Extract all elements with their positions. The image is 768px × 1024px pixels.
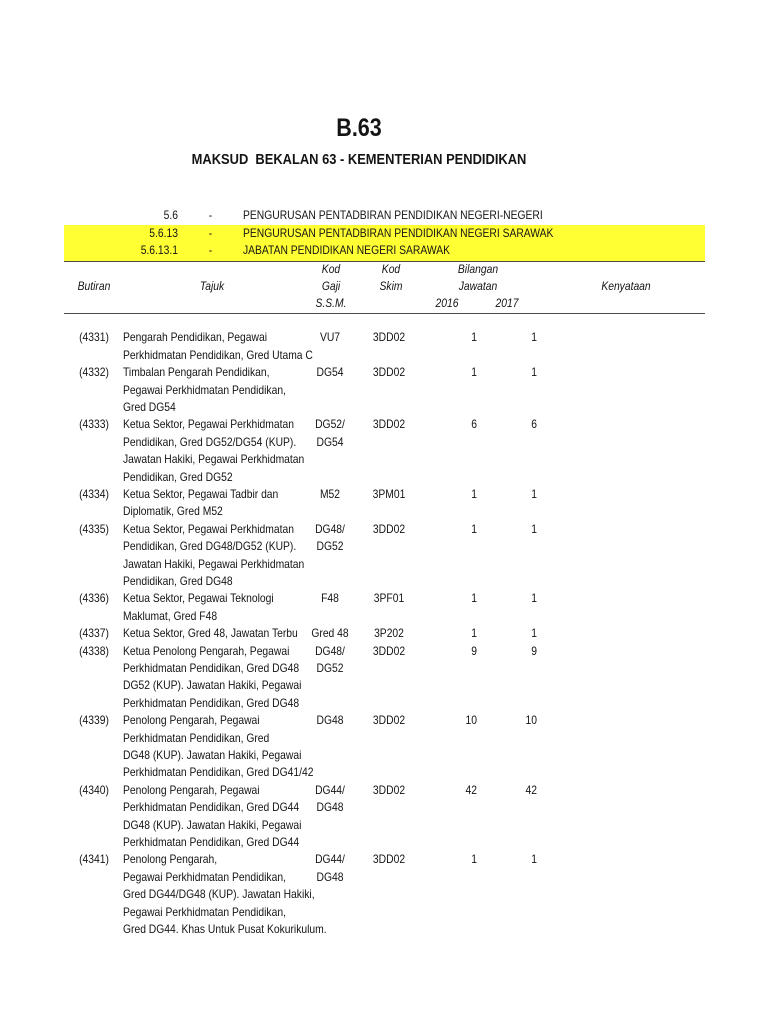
table-row (0, 625, 768, 642)
bilangan-2016-cell (417, 486, 477, 503)
bilangan-2016-value: 10 (465, 713, 477, 728)
section-dash: - (208, 208, 213, 223)
tajuk-text: Ketua Sektor, Gred 48, Jawatan Terbu (123, 626, 298, 641)
bilangan-2016-value: 1 (471, 486, 477, 501)
bilangan-2017-value: 1 (530, 365, 537, 380)
tajuk-text: DG52 (KUP). Jawatan Hakiki, Pegawai (123, 678, 302, 693)
kod-gaji-text: DG44/ (315, 782, 345, 797)
bilangan-2017-cell (477, 590, 537, 607)
header-kod-gaji-line: Kod (321, 261, 340, 276)
kod-gaji-text: DG48 (316, 869, 344, 884)
bilangan-2017-value: 9 (530, 643, 537, 658)
butiran-cell (64, 782, 124, 799)
kod-skim-text: 3DD02 (372, 417, 406, 432)
bilangan-2017-cell (477, 329, 537, 346)
tajuk-text: Penolong Pengarah, Pegawai (123, 782, 260, 797)
kod-gaji-text: DG54 (316, 365, 344, 380)
kod-gaji-text: DG52 (316, 539, 344, 554)
tajuk-text: DG48 (KUP). Jawatan Hakiki, Pegawai (123, 817, 302, 832)
tajuk-text: Pendidikan, Gred DG48 (123, 573, 233, 588)
header-kenyataan: Kenyataan (601, 278, 651, 293)
kod-gaji-text: DG48 (316, 800, 344, 815)
butiran-code: (4339) (79, 713, 109, 728)
bilangan-2017-cell (477, 782, 537, 799)
tajuk-text: Diplomatik, Gred M52 (123, 504, 223, 519)
tajuk-text: Perkhidmatan Pendidikan, Gred DG41/42 (123, 765, 314, 780)
bilangan-2016-cell (417, 712, 477, 729)
butiran-code: (4336) (79, 591, 109, 606)
butiran-code: (4331) (79, 330, 109, 345)
bilangan-2017-value: 1 (530, 591, 537, 606)
tajuk-text: Timbalan Pengarah Pendidikan, (123, 365, 270, 380)
kod-skim-text: 3DD02 (372, 365, 406, 380)
bilangan-2017-cell (477, 712, 537, 729)
table-row (0, 851, 768, 938)
table-row (0, 329, 768, 364)
bilangan-2016-value: 1 (471, 591, 477, 606)
table-row (0, 364, 768, 416)
bilangan-2017-value: 1 (530, 486, 537, 501)
table-row (0, 643, 768, 713)
kod-gaji-text: Gred 48 (311, 626, 349, 641)
tajuk-text: Perkhidmatan Pendidikan, Gred DG48 (123, 695, 300, 710)
bilangan-2016-value: 1 (471, 330, 477, 345)
bilangan-2017-value: 1 (530, 330, 537, 345)
butiran-cell (64, 486, 124, 503)
butiran-code: (4333) (79, 417, 109, 432)
bilangan-2017-cell (477, 851, 537, 868)
header-bottom-rule (64, 313, 705, 314)
butiran-cell (64, 521, 124, 538)
bilangan-2017-cell (477, 486, 537, 503)
kod-gaji-text: DG44/ (315, 852, 345, 867)
kod-gaji-text: DG52/ (315, 417, 345, 432)
tajuk-text: Pendidikan, Gred DG52 (123, 469, 233, 484)
kod-skim-text: 3PM01 (372, 486, 406, 501)
tajuk-text: Jawatan Hakiki, Pegawai Perkhidmatan (123, 556, 305, 571)
bilangan-2017-value: 10 (525, 713, 537, 728)
bilangan-2016-value: 9 (471, 643, 477, 658)
bilangan-2017-cell (477, 364, 537, 381)
tajuk-text: Ketua Sektor, Pegawai Perkhidmatan (123, 521, 294, 536)
section-title: PENGURUSAN PENTADBIRAN PENDIDIKAN NEGERI SARAWAK (243, 225, 554, 240)
bilangan-2016-cell (417, 625, 477, 642)
bilangan-2016-value: 1 (471, 626, 477, 641)
butiran-code: (4341) (79, 852, 109, 867)
butiran-cell (64, 712, 124, 729)
butiran-cell (64, 364, 124, 381)
butiran-cell (64, 590, 124, 607)
header-bilangan-jawatan-line: Jawatan (458, 278, 498, 293)
kod-skim-text: 3DD02 (372, 713, 406, 728)
section-title: JABATAN PENDIDIKAN NEGERI SARAWAK (243, 243, 451, 258)
butiran-cell (64, 851, 124, 868)
kod-gaji-text: DG48 (316, 713, 344, 728)
tajuk-text: Pendidikan, Gred DG48/DG52 (KUP). (123, 539, 297, 554)
table-row (0, 416, 768, 486)
bilangan-2016-value: 1 (471, 852, 477, 867)
kod-skim-text: 3DD02 (372, 852, 406, 867)
bilangan-2016-value: 1 (471, 521, 477, 536)
tajuk-text: Ketua Sektor, Pegawai Perkhidmatan (123, 417, 294, 432)
bilangan-2017-cell (477, 625, 537, 642)
bilangan-2017-value: 6 (530, 417, 537, 432)
tajuk-text: Gred DG54 (123, 399, 176, 414)
bilangan-2016-cell (417, 521, 477, 538)
kod-skim-text: 3DD02 (372, 643, 406, 658)
header-kod-skim-line: Skim (379, 278, 402, 293)
section-number: 5.6.13 (149, 225, 178, 240)
kod-gaji-text: DG48/ (315, 521, 345, 536)
tajuk-text: Perkhidmatan Pendidikan, Gred DG44 (123, 800, 300, 815)
kod-skim-text: 3DD02 (372, 782, 406, 797)
section-dash: - (208, 243, 213, 258)
bilangan-2016-cell (417, 643, 477, 660)
table-row (0, 782, 768, 852)
tajuk-text: Ketua Penolong Pengarah, Pegawai (123, 643, 290, 658)
butiran-cell (64, 416, 124, 433)
tajuk-text: Ketua Sektor, Pegawai Tadbir dan (123, 486, 279, 501)
header-kod-gaji-line: S.S.M. (315, 295, 346, 310)
butiran-cell (64, 643, 124, 660)
kod-gaji-text: DG54 (316, 434, 344, 449)
bilangan-2017-value: 1 (530, 626, 537, 641)
tajuk-text: Jawatan Hakiki, Pegawai Perkhidmatan (123, 452, 305, 467)
bilangan-2016-cell (417, 851, 477, 868)
header-tajuk: Tajuk (199, 278, 225, 293)
tajuk-text: Pegawai Perkhidmatan Pendidikan, (123, 382, 286, 397)
table-row (0, 712, 768, 782)
header-year-2017: 2017 (495, 295, 518, 310)
bilangan-2017-value: 1 (530, 852, 537, 867)
section-title: PENGURUSAN PENTADBIRAN PENDIDIKAN NEGERI-NEGERI (243, 208, 543, 223)
bilangan-2016-cell (417, 782, 477, 799)
kod-gaji-text: DG48/ (315, 643, 345, 658)
bilangan-2016-cell (417, 590, 477, 607)
bilangan-2016-value: 1 (471, 365, 477, 380)
tajuk-text: Perkhidmatan Pendidikan, Gred DG48 (123, 661, 300, 676)
header-bilangan-jawatan-line: Bilangan (457, 261, 499, 276)
tajuk-text: Gred DG44. Khas Untuk Pusat Kokurikulum. (123, 922, 327, 937)
bilangan-2017-cell (477, 643, 537, 660)
butiran-cell (64, 329, 124, 346)
header-year-2016: 2016 (435, 295, 459, 310)
table-row (0, 521, 768, 591)
kod-skim-text: 3DD02 (372, 521, 406, 536)
tajuk-text: Penolong Pengarah, Pegawai (123, 713, 260, 728)
butiran-code: (4340) (79, 782, 109, 797)
tajuk-text: Pegawai Perkhidmatan Pendidikan, (123, 904, 286, 919)
bilangan-2016-cell (417, 416, 477, 433)
section-number: 5.6 (163, 208, 178, 223)
tajuk-text: Gred DG44/DG48 (KUP). Jawatan Hakiki, (123, 887, 315, 902)
bilangan-2016-value: 42 (465, 782, 477, 797)
tajuk-text: Perkhidmatan Pendidikan, Gred (123, 730, 270, 745)
butiran-code: (4338) (79, 643, 109, 658)
bilangan-2017-value: 42 (525, 782, 537, 797)
document-code: B.63 (336, 113, 382, 142)
butiran-code: (4332) (79, 365, 109, 380)
bilangan-2017-cell (477, 521, 537, 538)
kod-skim-text: 3PF01 (373, 591, 405, 606)
kod-gaji-text: M52 (319, 486, 341, 501)
bilangan-2016-cell (417, 329, 477, 346)
header-kod-skim-line: Kod (381, 261, 400, 276)
bilangan-2016-value: 6 (471, 417, 477, 432)
tajuk-text: Ketua Sektor, Pegawai Teknologi (123, 591, 274, 606)
section-dash: - (208, 225, 213, 240)
document-heading: MAKSUD BEKALAN 63 - KEMENTERIAN PENDIDIKAN (191, 151, 527, 168)
section-number: 5.6.13.1 (140, 243, 178, 258)
table-row (0, 590, 768, 625)
tajuk-text: Pengarah Pendidikan, Pegawai (123, 330, 268, 345)
tajuk-text: DG48 (KUP). Jawatan Hakiki, Pegawai (123, 748, 302, 763)
tajuk-text: Pegawai Perkhidmatan Pendidikan, (123, 869, 286, 884)
kod-skim-text: 3DD02 (372, 330, 406, 345)
kod-skim-text: 3P202 (374, 626, 404, 641)
butiran-code: (4337) (79, 626, 109, 641)
bilangan-2017-value: 1 (530, 521, 537, 536)
tajuk-text: Pendidikan, Gred DG52/DG54 (KUP). (123, 434, 297, 449)
table-row (0, 486, 768, 521)
table-body (0, 329, 768, 938)
tajuk-text: Maklumat, Gred F48 (123, 608, 218, 623)
kod-gaji-text: VU7 (319, 330, 341, 345)
header-kod-gaji-line: Gaji (321, 278, 340, 293)
bilangan-2016-cell (417, 364, 477, 381)
butiran-code: (4335) (79, 521, 109, 536)
kod-gaji-text: DG52 (316, 661, 344, 676)
tajuk-text: Perkhidmatan Pendidikan, Gred DG44 (123, 835, 300, 850)
bilangan-2017-cell (477, 416, 537, 433)
butiran-cell (64, 625, 124, 642)
kod-gaji-text: F48 (321, 591, 339, 606)
tajuk-text: Perkhidmatan Pendidikan, Gred Utama C (123, 347, 313, 362)
butiran-code: (4334) (79, 486, 109, 501)
tajuk-text: Penolong Pengarah, (123, 852, 218, 867)
header-butiran: Butiran (77, 278, 110, 293)
